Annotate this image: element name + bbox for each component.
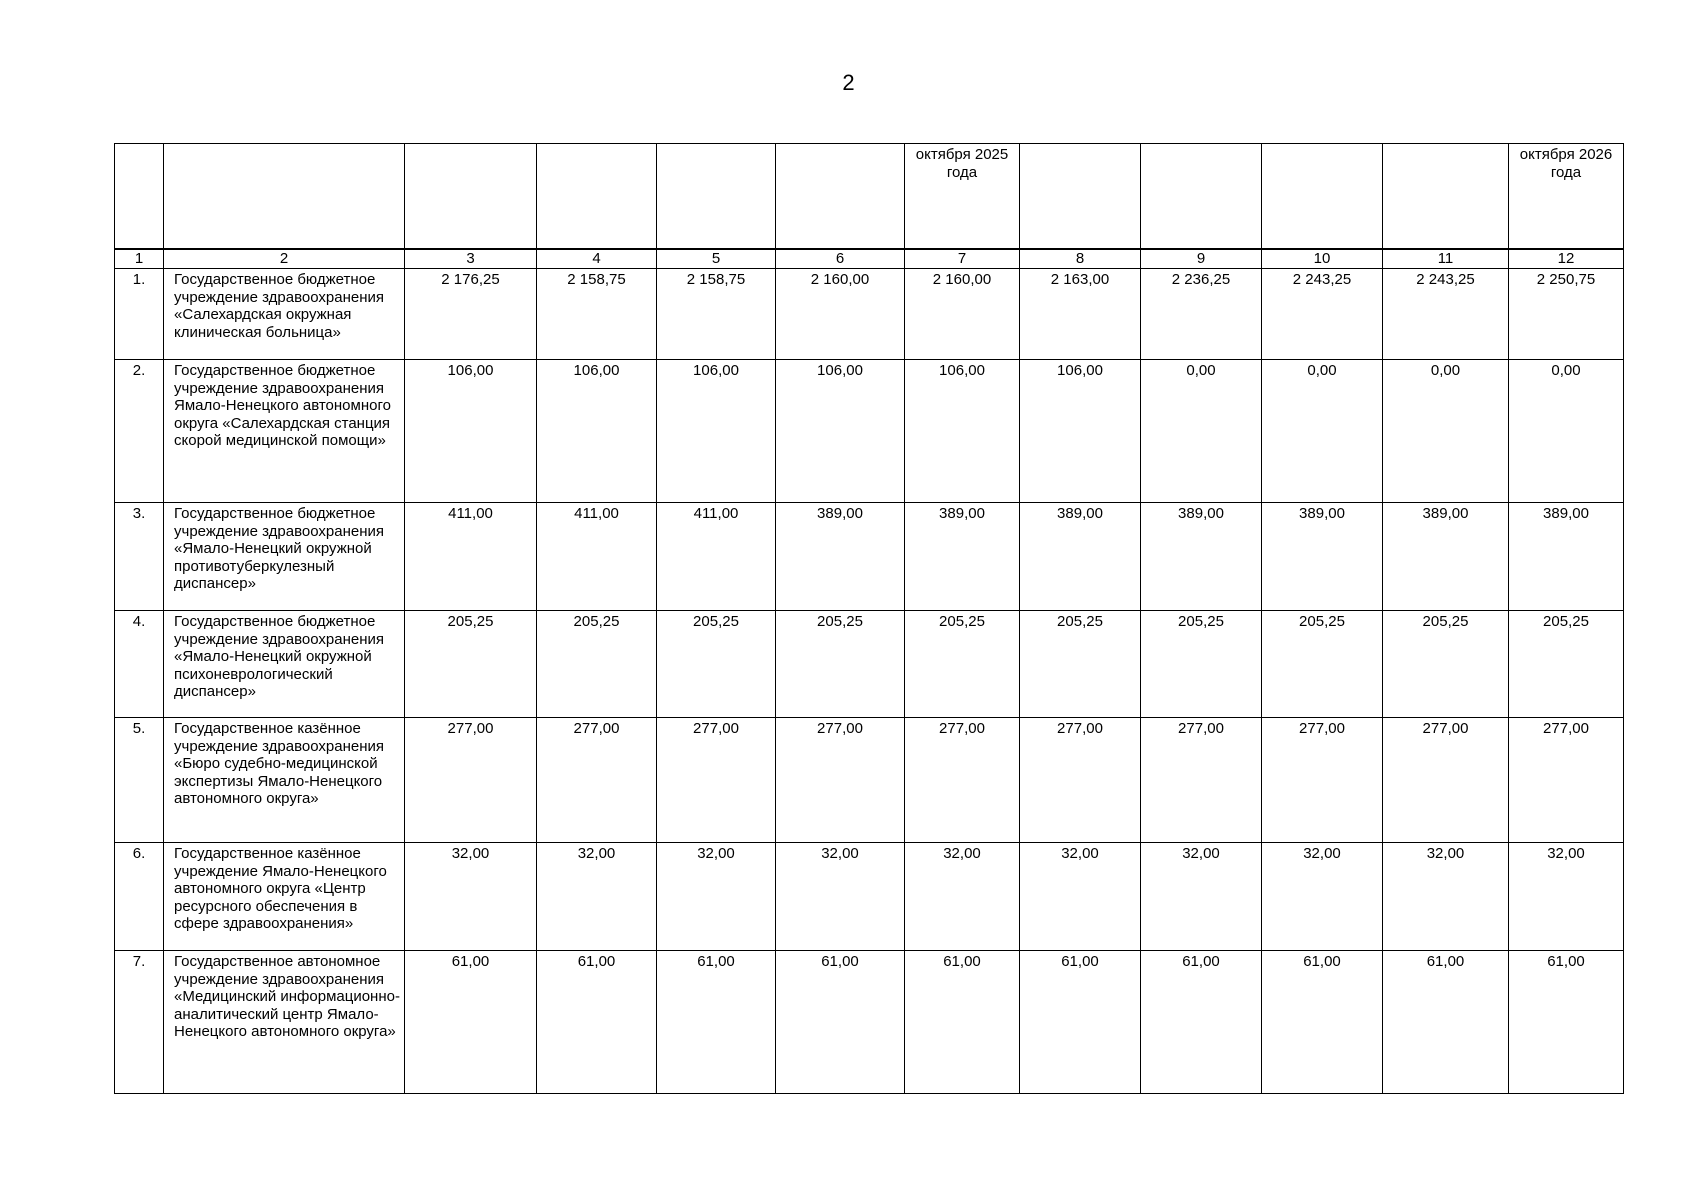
header-cell-9: [1141, 144, 1262, 249]
value-cell: 2 160,00: [905, 269, 1020, 360]
table-row: [115, 843, 1624, 951]
value-cell: 0,00: [1262, 360, 1383, 503]
value-cell: 32,00: [537, 843, 657, 951]
value-cell: 61,00: [1509, 951, 1624, 1094]
staffing-table: [114, 249, 1624, 1094]
page-number: 2: [842, 70, 855, 95]
value-cell: 277,00: [1509, 718, 1624, 843]
table-row: [115, 611, 1624, 718]
value-cell: 32,00: [905, 843, 1020, 951]
value-cell: 389,00: [1509, 503, 1624, 611]
value-cell: 2 158,75: [657, 269, 776, 360]
header-cell-6: [776, 144, 905, 249]
value-cell: 61,00: [1141, 951, 1262, 1094]
column-number: 1: [115, 250, 164, 269]
header-cell-8: [1020, 144, 1141, 249]
value-cell: 61,00: [657, 951, 776, 1094]
column-number: 12: [1509, 250, 1624, 269]
row-number: 1.: [115, 269, 164, 360]
column-number: 3: [405, 250, 537, 269]
value-cell: 2 243,25: [1383, 269, 1509, 360]
value-cell: 2 160,00: [776, 269, 905, 360]
value-cell: 277,00: [1383, 718, 1509, 843]
table-row: [115, 951, 1624, 1094]
table-row: [115, 718, 1624, 843]
value-cell: 106,00: [905, 360, 1020, 503]
column-number: 10: [1262, 250, 1383, 269]
header-cell-2: [164, 144, 405, 249]
value-cell: 205,25: [905, 611, 1020, 718]
row-number: 2.: [115, 360, 164, 503]
value-cell: 205,25: [1262, 611, 1383, 718]
value-cell: 2 250,75: [1509, 269, 1624, 360]
header-cell-5: [657, 144, 776, 249]
value-cell: 2 163,00: [1020, 269, 1141, 360]
value-cell: 277,00: [776, 718, 905, 843]
value-cell: 32,00: [1383, 843, 1509, 951]
value-cell: 205,25: [1020, 611, 1141, 718]
organization-name: Государственное бюджетное учреждение здравоохранения «Ямало-Ненецкий окружной психоневрологический диспансер»: [164, 611, 405, 718]
value-cell: 389,00: [776, 503, 905, 611]
header-cell-11: [1383, 144, 1509, 249]
value-cell: 411,00: [405, 503, 537, 611]
value-cell: 277,00: [1141, 718, 1262, 843]
row-number: 3.: [115, 503, 164, 611]
header-cell-12: октября 2026 года: [1509, 144, 1624, 249]
value-cell: 61,00: [1383, 951, 1509, 1094]
value-cell: 389,00: [1262, 503, 1383, 611]
value-cell: 61,00: [405, 951, 537, 1094]
value-cell: 205,25: [1383, 611, 1509, 718]
header-cell-7: октября 2025 года: [905, 144, 1020, 249]
header-cell-10: [1262, 144, 1383, 249]
value-cell: 0,00: [1509, 360, 1624, 503]
value-cell: 389,00: [1141, 503, 1262, 611]
value-cell: 389,00: [905, 503, 1020, 611]
value-cell: 205,25: [537, 611, 657, 718]
column-number: 8: [1020, 250, 1141, 269]
value-cell: 106,00: [405, 360, 537, 503]
value-cell: 32,00: [1020, 843, 1141, 951]
value-cell: 389,00: [1383, 503, 1509, 611]
value-cell: 205,25: [657, 611, 776, 718]
table-header-continuation: [114, 143, 1624, 249]
organization-name: Государственное бюджетное учреждение здравоохранения «Салехардская окружная клиническая больница»: [164, 269, 405, 360]
value-cell: 205,25: [405, 611, 537, 718]
value-cell: 61,00: [537, 951, 657, 1094]
header-cell-3: [405, 144, 537, 249]
organization-name: Государственное казённое учреждение здравоохранения «Бюро судебно-медицинской экспертизы Ямало-Ненецкого автономного округа»: [164, 718, 405, 843]
table-row: [115, 269, 1624, 360]
value-cell: 0,00: [1383, 360, 1509, 503]
value-cell: 277,00: [905, 718, 1020, 843]
value-cell: 411,00: [657, 503, 776, 611]
column-number: 11: [1383, 250, 1509, 269]
value-cell: 32,00: [1509, 843, 1624, 951]
value-cell: 32,00: [657, 843, 776, 951]
column-number: 6: [776, 250, 905, 269]
value-cell: 2 236,25: [1141, 269, 1262, 360]
value-cell: 0,00: [1141, 360, 1262, 503]
value-cell: 61,00: [1020, 951, 1141, 1094]
column-number-row: [115, 250, 1624, 269]
row-number: 4.: [115, 611, 164, 718]
column-number: 9: [1141, 250, 1262, 269]
value-cell: 389,00: [1020, 503, 1141, 611]
value-cell: 277,00: [405, 718, 537, 843]
organization-name: Государственное казённое учреждение Ямало-Ненецкого автономного округа «Центр ресурсного обеспечения в сфере здравоохранения»: [164, 843, 405, 951]
organization-name: Государственное бюджетное учреждение здравоохранения Ямало-Ненецкого автономного округа «Салехардская станция скорой медицинской помощи»: [164, 360, 405, 503]
value-cell: 32,00: [405, 843, 537, 951]
value-cell: 205,25: [1141, 611, 1262, 718]
column-number: 2: [164, 250, 405, 269]
table-row: [115, 503, 1624, 611]
column-number: 5: [657, 250, 776, 269]
value-cell: 2 176,25: [405, 269, 537, 360]
value-cell: 106,00: [1020, 360, 1141, 503]
table-row: [115, 360, 1624, 503]
organization-name: Государственное бюджетное учреждение здравоохранения «Ямало-Ненецкий окружной противотуберкулезный диспансер»: [164, 503, 405, 611]
value-cell: 277,00: [1020, 718, 1141, 843]
value-cell: 61,00: [905, 951, 1020, 1094]
header-cell-1: [115, 144, 164, 249]
value-cell: 2 158,75: [537, 269, 657, 360]
value-cell: 32,00: [1141, 843, 1262, 951]
value-cell: 106,00: [537, 360, 657, 503]
value-cell: 106,00: [657, 360, 776, 503]
value-cell: 205,25: [1509, 611, 1624, 718]
row-number: 6.: [115, 843, 164, 951]
value-cell: 106,00: [776, 360, 905, 503]
value-cell: 277,00: [1262, 718, 1383, 843]
value-cell: 2 243,25: [1262, 269, 1383, 360]
value-cell: 205,25: [776, 611, 905, 718]
value-cell: 61,00: [1262, 951, 1383, 1094]
column-number: 4: [537, 250, 657, 269]
column-number: 7: [905, 250, 1020, 269]
header-cell-4: [537, 144, 657, 249]
organization-name: Государственное автономное учреждение здравоохранения «Медицинский информационно-аналитический центр Ямало-Ненецкого автономного округа»: [164, 951, 405, 1094]
value-cell: 277,00: [537, 718, 657, 843]
value-cell: 32,00: [776, 843, 905, 951]
row-number: 7.: [115, 951, 164, 1094]
value-cell: 61,00: [776, 951, 905, 1094]
row-number: 5.: [115, 718, 164, 843]
value-cell: 277,00: [657, 718, 776, 843]
value-cell: 32,00: [1262, 843, 1383, 951]
value-cell: 411,00: [537, 503, 657, 611]
